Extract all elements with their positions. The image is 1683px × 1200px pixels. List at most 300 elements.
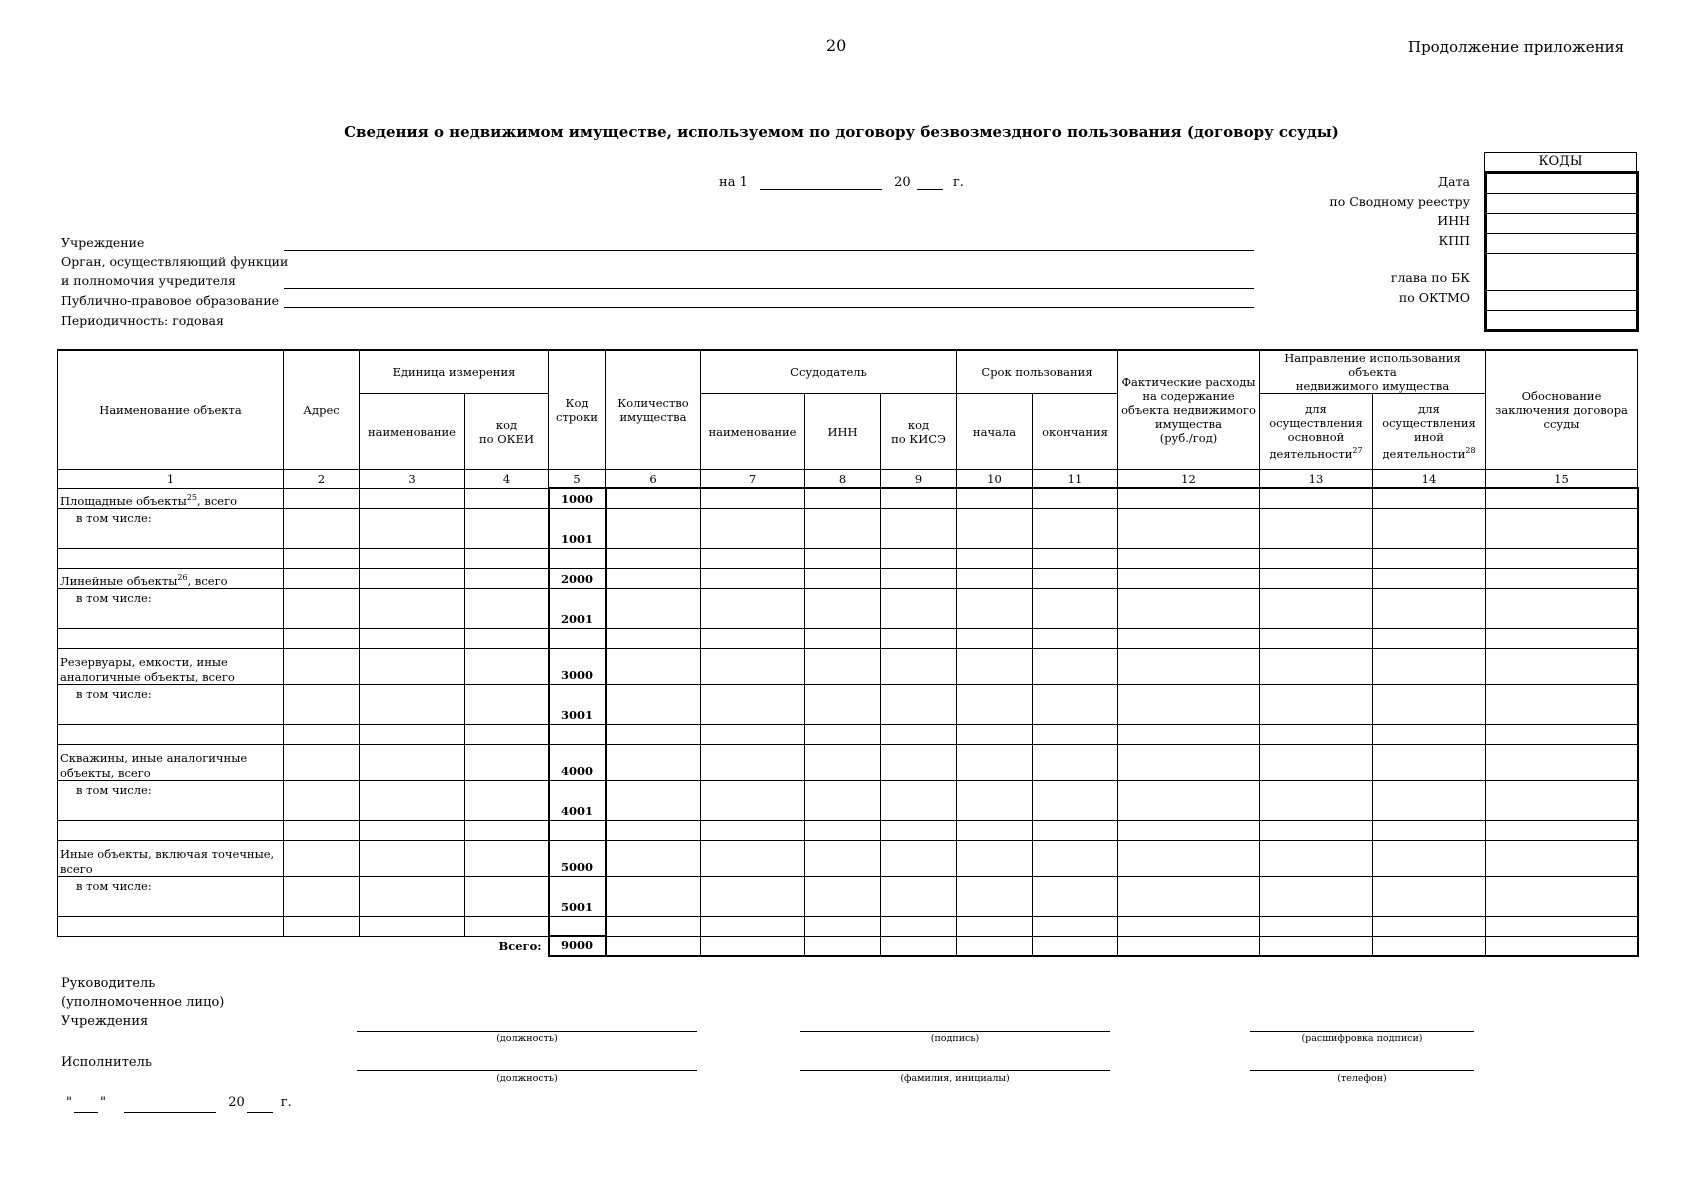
data-cell[interactable] <box>360 744 465 780</box>
data-cell[interactable] <box>606 780 701 820</box>
data-cell[interactable] <box>881 628 957 648</box>
data-cell[interactable] <box>1373 548 1486 568</box>
data-cell[interactable] <box>1260 628 1373 648</box>
data-cell[interactable] <box>1373 588 1486 628</box>
data-cell[interactable] <box>701 648 805 684</box>
data-cell[interactable] <box>1118 568 1260 588</box>
data-cell[interactable] <box>360 508 465 548</box>
data-cell[interactable] <box>881 936 957 956</box>
table-row <box>58 684 1638 724</box>
data-cell[interactable] <box>1033 724 1118 744</box>
data-cell[interactable] <box>1486 548 1638 568</box>
data-cell[interactable] <box>606 684 701 724</box>
data-cell[interactable] <box>1118 648 1260 684</box>
data-cell[interactable] <box>881 648 957 684</box>
data-cell[interactable] <box>465 840 549 876</box>
data-cell[interactable] <box>465 488 549 508</box>
data-cell[interactable] <box>360 548 465 568</box>
row-code: 1001 <box>549 508 606 548</box>
data-cell[interactable] <box>701 684 805 724</box>
data-cell[interactable] <box>284 820 360 840</box>
data-cell[interactable] <box>957 648 1033 684</box>
row-code: 4000 <box>549 744 606 780</box>
data-cell[interactable] <box>1373 744 1486 780</box>
header-row-code: Код строки <box>549 350 606 470</box>
data-cell[interactable] <box>1033 548 1118 568</box>
data-cell[interactable] <box>1033 568 1118 588</box>
data-cell[interactable] <box>284 568 360 588</box>
data-cell[interactable] <box>1118 724 1260 744</box>
data-cell[interactable] <box>1260 780 1373 820</box>
data-cell[interactable] <box>1373 684 1486 724</box>
col-num: 8 <box>805 470 881 489</box>
data-cell[interactable] <box>1373 916 1486 936</box>
data-cell[interactable] <box>1260 508 1373 548</box>
data-cell[interactable] <box>957 488 1033 508</box>
sign-year-prefix: 20 <box>228 1095 245 1110</box>
data-cell[interactable] <box>360 628 465 648</box>
data-cell[interactable] <box>805 588 881 628</box>
table-body <box>58 488 1638 936</box>
data-cell[interactable] <box>606 628 701 648</box>
data-cell[interactable] <box>701 780 805 820</box>
data-cell[interactable] <box>1118 840 1260 876</box>
data-cell[interactable] <box>606 548 701 568</box>
data-cell[interactable] <box>360 840 465 876</box>
data-cell[interactable] <box>360 588 465 628</box>
data-cell[interactable] <box>701 744 805 780</box>
data-cell[interactable] <box>957 588 1033 628</box>
header-unit: Единица измерения <box>360 350 549 394</box>
data-cell[interactable] <box>360 820 465 840</box>
executor-fio-field[interactable] <box>800 1070 1110 1071</box>
data-cell[interactable] <box>1260 684 1373 724</box>
public-entity-field[interactable] <box>284 307 1254 308</box>
data-cell[interactable] <box>805 628 881 648</box>
data-cell[interactable] <box>881 724 957 744</box>
data-cell[interactable] <box>957 724 1033 744</box>
data-cell[interactable] <box>1033 840 1118 876</box>
data-cell[interactable] <box>957 876 1033 916</box>
col-num: 14 <box>1373 470 1486 489</box>
total-code: 9000 <box>549 936 606 956</box>
data-cell[interactable] <box>1373 568 1486 588</box>
data-cell[interactable] <box>1118 548 1260 568</box>
header-lender-inn: ИНН <box>805 394 881 470</box>
data-cell[interactable] <box>1373 648 1486 684</box>
data-cell[interactable] <box>284 684 360 724</box>
row-code: 2001 <box>549 588 606 628</box>
code-bk-cell[interactable] <box>1487 254 1636 291</box>
code-registry-cell[interactable] <box>1487 194 1636 214</box>
sign-month-field[interactable] <box>124 1093 216 1113</box>
data-cell[interactable] <box>957 568 1033 588</box>
founder-label-line1: Орган, осуществляющий функции <box>61 254 289 269</box>
table-row <box>58 916 1638 936</box>
data-cell[interactable] <box>284 876 360 916</box>
data-cell[interactable] <box>957 840 1033 876</box>
data-cell[interactable] <box>1373 488 1486 508</box>
total-row <box>58 936 1638 956</box>
data-cell[interactable] <box>284 588 360 628</box>
data-cell[interactable] <box>606 648 701 684</box>
data-cell[interactable] <box>58 628 284 648</box>
data-cell[interactable] <box>805 876 881 916</box>
institution-field[interactable] <box>284 250 1254 251</box>
data-cell[interactable] <box>1118 488 1260 508</box>
data-cell[interactable] <box>957 780 1033 820</box>
col-num: 5 <box>549 470 606 489</box>
data-cell[interactable] <box>549 820 606 840</box>
data-cell[interactable] <box>1118 508 1260 548</box>
table-row <box>58 628 1638 648</box>
data-cell[interactable] <box>549 916 606 936</box>
code-registry-label: по Сводному реестру <box>1329 194 1470 209</box>
data-cell[interactable] <box>701 916 805 936</box>
data-cell[interactable] <box>1033 488 1118 508</box>
data-cell[interactable] <box>606 588 701 628</box>
header-object-name: Наименование объекта <box>58 350 284 470</box>
data-cell[interactable] <box>549 724 606 744</box>
data-cell[interactable] <box>58 916 284 936</box>
data-cell[interactable] <box>957 820 1033 840</box>
data-cell[interactable] <box>1033 820 1118 840</box>
data-cell[interactable] <box>701 508 805 548</box>
data-cell[interactable] <box>1373 508 1486 548</box>
data-cell[interactable] <box>1260 548 1373 568</box>
data-cell[interactable] <box>465 820 549 840</box>
data-cell[interactable] <box>360 648 465 684</box>
table-row <box>58 820 1638 840</box>
data-cell[interactable] <box>465 568 549 588</box>
column-numbers-row <box>58 470 1638 489</box>
data-cell[interactable] <box>1373 876 1486 916</box>
date-day-month-field[interactable] <box>760 174 882 190</box>
data-cell[interactable] <box>1373 724 1486 744</box>
date-quote-open: " <box>66 1095 72 1110</box>
data-cell[interactable] <box>606 724 701 744</box>
data-cell[interactable] <box>805 648 881 684</box>
data-cell[interactable] <box>881 684 957 724</box>
data-cell[interactable] <box>701 840 805 876</box>
data-cell[interactable] <box>805 916 881 936</box>
data-cell[interactable] <box>58 724 284 744</box>
table-row <box>58 588 1638 628</box>
header-dir-other: для осуществления иной деятельности$^{28}$ <box>1373 394 1486 470</box>
data-cell[interactable] <box>1486 780 1638 820</box>
data-cell[interactable] <box>1118 916 1260 936</box>
data-cell[interactable] <box>465 876 549 916</box>
col-num: 10 <box>957 470 1033 489</box>
data-cell[interactable] <box>284 508 360 548</box>
data-cell[interactable] <box>881 568 957 588</box>
header-address: Адрес <box>284 350 360 470</box>
data-cell[interactable] <box>957 936 1033 956</box>
data-cell[interactable] <box>606 876 701 916</box>
data-cell[interactable] <box>284 548 360 568</box>
date-quote-close: " <box>99 1095 106 1110</box>
data-cell[interactable] <box>1118 628 1260 648</box>
data-cell[interactable] <box>1118 744 1260 780</box>
data-cell[interactable] <box>1260 840 1373 876</box>
col-num: 7 <box>701 470 805 489</box>
public-entity-label: Публично-правовое образование <box>61 293 280 308</box>
data-cell[interactable] <box>58 548 284 568</box>
data-cell[interactable] <box>1486 820 1638 840</box>
data-cell[interactable] <box>805 724 881 744</box>
date-suffix: г. <box>952 175 964 190</box>
data-cell[interactable] <box>606 936 701 956</box>
data-cell[interactable] <box>1486 936 1638 956</box>
data-cell[interactable] <box>1486 684 1638 724</box>
data-cell[interactable] <box>284 840 360 876</box>
object-group-label: Линейные объекты$^{26}$, всего <box>58 568 284 588</box>
data-cell[interactable] <box>881 588 957 628</box>
sign-day-field[interactable] <box>74 1093 98 1113</box>
data-cell[interactable] <box>1260 744 1373 780</box>
data-cell[interactable] <box>1033 744 1118 780</box>
data-cell[interactable] <box>957 744 1033 780</box>
data-cell[interactable] <box>1486 588 1638 628</box>
object-group-label: Площадные объекты$^{25}$, всего <box>58 488 284 508</box>
col-num: 3 <box>360 470 465 489</box>
in-that-number-label: в том числе: <box>58 684 284 724</box>
data-cell[interactable] <box>1486 724 1638 744</box>
data-cell[interactable] <box>1118 936 1260 956</box>
data-cell[interactable] <box>360 724 465 744</box>
col-num: 11 <box>1033 470 1118 489</box>
data-cell[interactable] <box>1260 876 1373 916</box>
data-cell[interactable] <box>1033 684 1118 724</box>
row-code: 1000 <box>549 488 606 508</box>
head-position-caption: (должность) <box>496 1033 558 1044</box>
data-cell[interactable] <box>701 488 805 508</box>
data-cell[interactable] <box>1260 820 1373 840</box>
data-cell[interactable] <box>701 820 805 840</box>
data-cell[interactable] <box>1033 780 1118 820</box>
data-cell[interactable] <box>1033 628 1118 648</box>
code-kpp-label: КПП <box>1438 233 1470 248</box>
data-cell[interactable] <box>701 876 805 916</box>
founder-field[interactable] <box>284 288 1254 289</box>
data-cell[interactable] <box>465 548 549 568</box>
sign-year-field[interactable] <box>247 1093 273 1113</box>
data-cell[interactable] <box>465 628 549 648</box>
data-cell[interactable] <box>284 916 360 936</box>
data-cell[interactable] <box>1486 628 1638 648</box>
data-cell[interactable] <box>881 916 957 936</box>
data-cell[interactable] <box>1033 648 1118 684</box>
data-cell[interactable] <box>805 548 881 568</box>
data-cell[interactable] <box>360 780 465 820</box>
data-cell[interactable] <box>465 744 549 780</box>
data-cell[interactable] <box>1260 648 1373 684</box>
header-expenses: Фактические расходы на содержание объекта недвижимого имущества (руб./год) <box>1118 350 1260 470</box>
data-cell[interactable] <box>881 780 957 820</box>
data-cell[interactable] <box>284 724 360 744</box>
data-cell[interactable] <box>1033 508 1118 548</box>
in-that-number-label: в том числе: <box>58 876 284 916</box>
continuation-label: Продолжение приложения <box>1408 38 1625 56</box>
data-cell[interactable] <box>1260 568 1373 588</box>
data-cell[interactable] <box>881 876 957 916</box>
data-cell[interactable] <box>1033 936 1118 956</box>
row-code: 5001 <box>549 876 606 916</box>
data-cell[interactable] <box>284 488 360 508</box>
data-cell[interactable] <box>701 628 805 648</box>
data-cell[interactable] <box>701 548 805 568</box>
data-cell[interactable] <box>881 488 957 508</box>
data-cell[interactable] <box>1033 588 1118 628</box>
data-cell[interactable] <box>1486 840 1638 876</box>
data-cell[interactable] <box>465 648 549 684</box>
total-label: Всего: <box>498 939 542 954</box>
data-cell[interactable] <box>957 508 1033 548</box>
data-cell[interactable] <box>284 628 360 648</box>
data-cell[interactable] <box>606 840 701 876</box>
head-position-field[interactable] <box>357 1031 697 1032</box>
data-cell[interactable] <box>701 568 805 588</box>
data-cell[interactable] <box>1486 876 1638 916</box>
head-decoding-field[interactable] <box>1250 1031 1474 1032</box>
data-cell[interactable] <box>606 820 701 840</box>
data-cell[interactable] <box>1033 876 1118 916</box>
data-cell[interactable] <box>58 820 284 840</box>
data-cell[interactable] <box>881 840 957 876</box>
data-cell[interactable] <box>606 744 701 780</box>
data-cell[interactable] <box>465 684 549 724</box>
row-code: 4001 <box>549 780 606 820</box>
data-cell[interactable] <box>1260 936 1373 956</box>
data-cell[interactable] <box>1486 568 1638 588</box>
head-label-line1: Руководитель <box>61 976 156 991</box>
data-cell[interactable] <box>465 724 549 744</box>
data-cell[interactable] <box>360 684 465 724</box>
data-cell[interactable] <box>1118 876 1260 916</box>
page-number: 20 <box>826 36 847 55</box>
data-cell[interactable] <box>1260 488 1373 508</box>
col-num: 2 <box>284 470 360 489</box>
data-cell[interactable] <box>360 876 465 916</box>
data-cell[interactable] <box>606 488 701 508</box>
data-cell[interactable] <box>606 916 701 936</box>
data-cell[interactable] <box>360 488 465 508</box>
data-cell[interactable] <box>805 684 881 724</box>
data-cell[interactable] <box>1373 840 1486 876</box>
data-cell[interactable] <box>957 916 1033 936</box>
row-code: 2000 <box>549 568 606 588</box>
executor-phone-caption: (телефон) <box>1337 1073 1387 1084</box>
data-cell[interactable] <box>881 744 957 780</box>
data-cell[interactable] <box>881 820 957 840</box>
data-cell[interactable] <box>1260 588 1373 628</box>
code-inn-cell[interactable] <box>1487 214 1636 234</box>
head-decoding-caption: (расшифровка подписи) <box>1301 1033 1423 1044</box>
data-cell[interactable] <box>1373 820 1486 840</box>
table-row <box>58 548 1638 568</box>
header-lender-name: наименование <box>701 394 805 470</box>
data-cell[interactable] <box>1118 820 1260 840</box>
sign-date-line <box>66 1093 292 1113</box>
data-cell[interactable] <box>549 628 606 648</box>
col-num: 6 <box>606 470 701 489</box>
data-cell[interactable] <box>1118 588 1260 628</box>
table-row <box>58 724 1638 744</box>
data-cell[interactable] <box>284 648 360 684</box>
data-cell[interactable] <box>957 548 1033 568</box>
data-cell[interactable] <box>465 916 549 936</box>
data-cell[interactable] <box>805 488 881 508</box>
data-cell[interactable] <box>805 936 881 956</box>
data-cell[interactable] <box>606 508 701 548</box>
data-cell[interactable] <box>805 820 881 840</box>
executor-position-field[interactable] <box>357 1070 697 1071</box>
data-cell[interactable] <box>881 508 957 548</box>
data-cell[interactable] <box>805 840 881 876</box>
head-signature-field[interactable] <box>800 1031 1110 1032</box>
data-cell[interactable] <box>701 588 805 628</box>
executor-phone-field[interactable] <box>1250 1070 1474 1071</box>
data-cell[interactable] <box>360 916 465 936</box>
date-prefix: на 1 <box>719 175 748 190</box>
data-cell[interactable] <box>549 548 606 568</box>
data-cell[interactable] <box>1260 724 1373 744</box>
data-cell[interactable] <box>805 508 881 548</box>
code-kpp-cell[interactable] <box>1487 234 1636 254</box>
founder-label-line2: и полномочия учредителя <box>61 273 236 288</box>
data-cell[interactable] <box>1373 936 1486 956</box>
data-cell[interactable] <box>1033 916 1118 936</box>
data-cell[interactable] <box>465 508 549 548</box>
data-cell[interactable] <box>957 684 1033 724</box>
data-cell[interactable] <box>1118 684 1260 724</box>
data-cell[interactable] <box>805 744 881 780</box>
data-cell[interactable] <box>465 780 549 820</box>
data-cell[interactable] <box>701 724 805 744</box>
data-cell[interactable] <box>1486 648 1638 684</box>
data-cell[interactable] <box>465 588 549 628</box>
data-cell[interactable] <box>1373 628 1486 648</box>
data-cell[interactable] <box>1260 916 1373 936</box>
data-cell[interactable] <box>957 628 1033 648</box>
data-cell[interactable] <box>1486 508 1638 548</box>
code-date-label: Дата <box>1438 174 1470 189</box>
header-term-end: окончания <box>1033 394 1118 470</box>
code-inn-label: ИНН <box>1437 213 1470 228</box>
data-cell[interactable] <box>1486 916 1638 936</box>
col-num: 12 <box>1118 470 1260 489</box>
data-cell[interactable] <box>805 568 881 588</box>
table-row <box>58 744 1638 780</box>
code-date-cell[interactable] <box>1487 174 1636 194</box>
data-cell[interactable] <box>805 780 881 820</box>
data-cell[interactable] <box>1118 780 1260 820</box>
data-cell[interactable] <box>1486 488 1638 508</box>
col-num: 1 <box>58 470 284 489</box>
data-cell[interactable] <box>606 568 701 588</box>
data-cell[interactable] <box>284 744 360 780</box>
data-cell[interactable] <box>701 936 805 956</box>
head-label-line3: Учреждения <box>61 1014 149 1029</box>
data-cell[interactable] <box>881 548 957 568</box>
data-cell[interactable] <box>1373 780 1486 820</box>
data-cell[interactable] <box>284 780 360 820</box>
code-oktmo-cell[interactable] <box>1487 291 1636 311</box>
data-cell[interactable] <box>360 568 465 588</box>
row-code: 5000 <box>549 840 606 876</box>
date-year-field[interactable] <box>917 174 943 190</box>
data-cell[interactable] <box>1486 744 1638 780</box>
